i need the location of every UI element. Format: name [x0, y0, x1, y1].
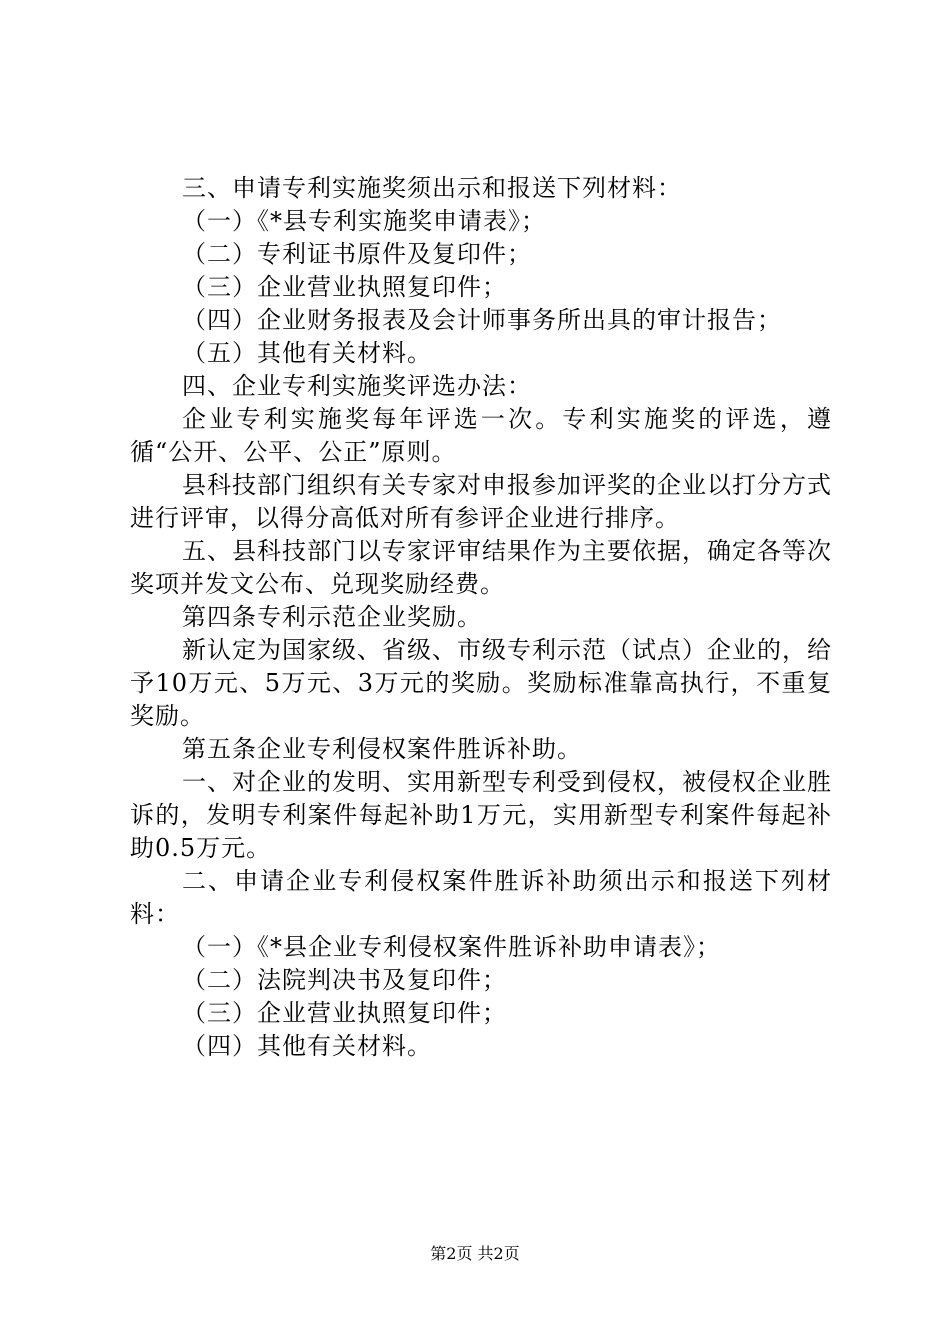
paragraph-subsidy-item-1: （一）《*县企业专利侵权案件胜诉补助申请表》； [182, 933, 721, 961]
paragraph-item-5: （五）其他有关材料。 [182, 339, 432, 367]
paragraph-article-4: 第四条专利示范企业奖励。 [182, 603, 482, 631]
paragraph-item-4: （四）企业财务报表及会计师事务所出具的审计报告； [182, 306, 782, 334]
paragraph-article-5: 第五条企业专利侵权案件胜诉补助。 [182, 735, 582, 763]
page-footer [0, 1244, 950, 1264]
page-number-label: 第2页 共2页 [430, 1244, 520, 1263]
document-body [130, 172, 832, 1063]
paragraph-materials-heading: 三、申请专利实施奖须出示和报送下列材料： [182, 174, 682, 202]
paragraph-item-1: （一）《*县专利实施奖申请表》； [182, 207, 546, 235]
paragraph-subsidy-item-4: （四）其他有关材料。 [182, 1032, 432, 1060]
paragraph-selection-review: 县科技部门组织有关专家对申报参加评奖的企业以打分方式进行评审，以得分高低对所有参评企业进行排序。 [130, 471, 832, 532]
paragraph-selection-heading: 四、企业专利实施奖评选办法： [182, 372, 532, 400]
paragraph-infringement-subsidy: 一、对企业的发明、实用新型专利受到侵权，被侵权企业胜诉的，发明专利案件每起补助1万元，实用新型专利案件每起补助0.5万元。 [130, 768, 832, 862]
paragraph-item-3: （三）企业营业执照复印件； [182, 273, 507, 301]
paragraph-subsidy-item-3: （三）企业营业执照复印件； [182, 999, 507, 1027]
paragraph-subsidy-item-2: （二）法院判决书及复印件； [182, 966, 507, 994]
paragraph-demo-enterprise-reward: 新认定为国家级、省级、市级专利示范（试点）企业的，给予10万元、5万元、3万元的奖励。奖励标准靠高执行，不重复奖励。 [130, 636, 832, 730]
paragraph-selection-annual: 企业专利实施奖每年评选一次。专利实施奖的评选，遵循“公开、公平、公正”原则。 [130, 405, 832, 466]
paragraph-item-2: （二）专利证书原件及复印件； [182, 240, 532, 268]
paragraph-subsidy-materials-heading: 二、申请企业专利侵权案件胜诉补助须出示和报送下列材料： [130, 867, 832, 928]
paragraph-award-announcement: 五、县科技部门以专家评审结果作为主要依据，确定各等次奖项并发文公布、兑现奖励经费。 [130, 537, 832, 598]
